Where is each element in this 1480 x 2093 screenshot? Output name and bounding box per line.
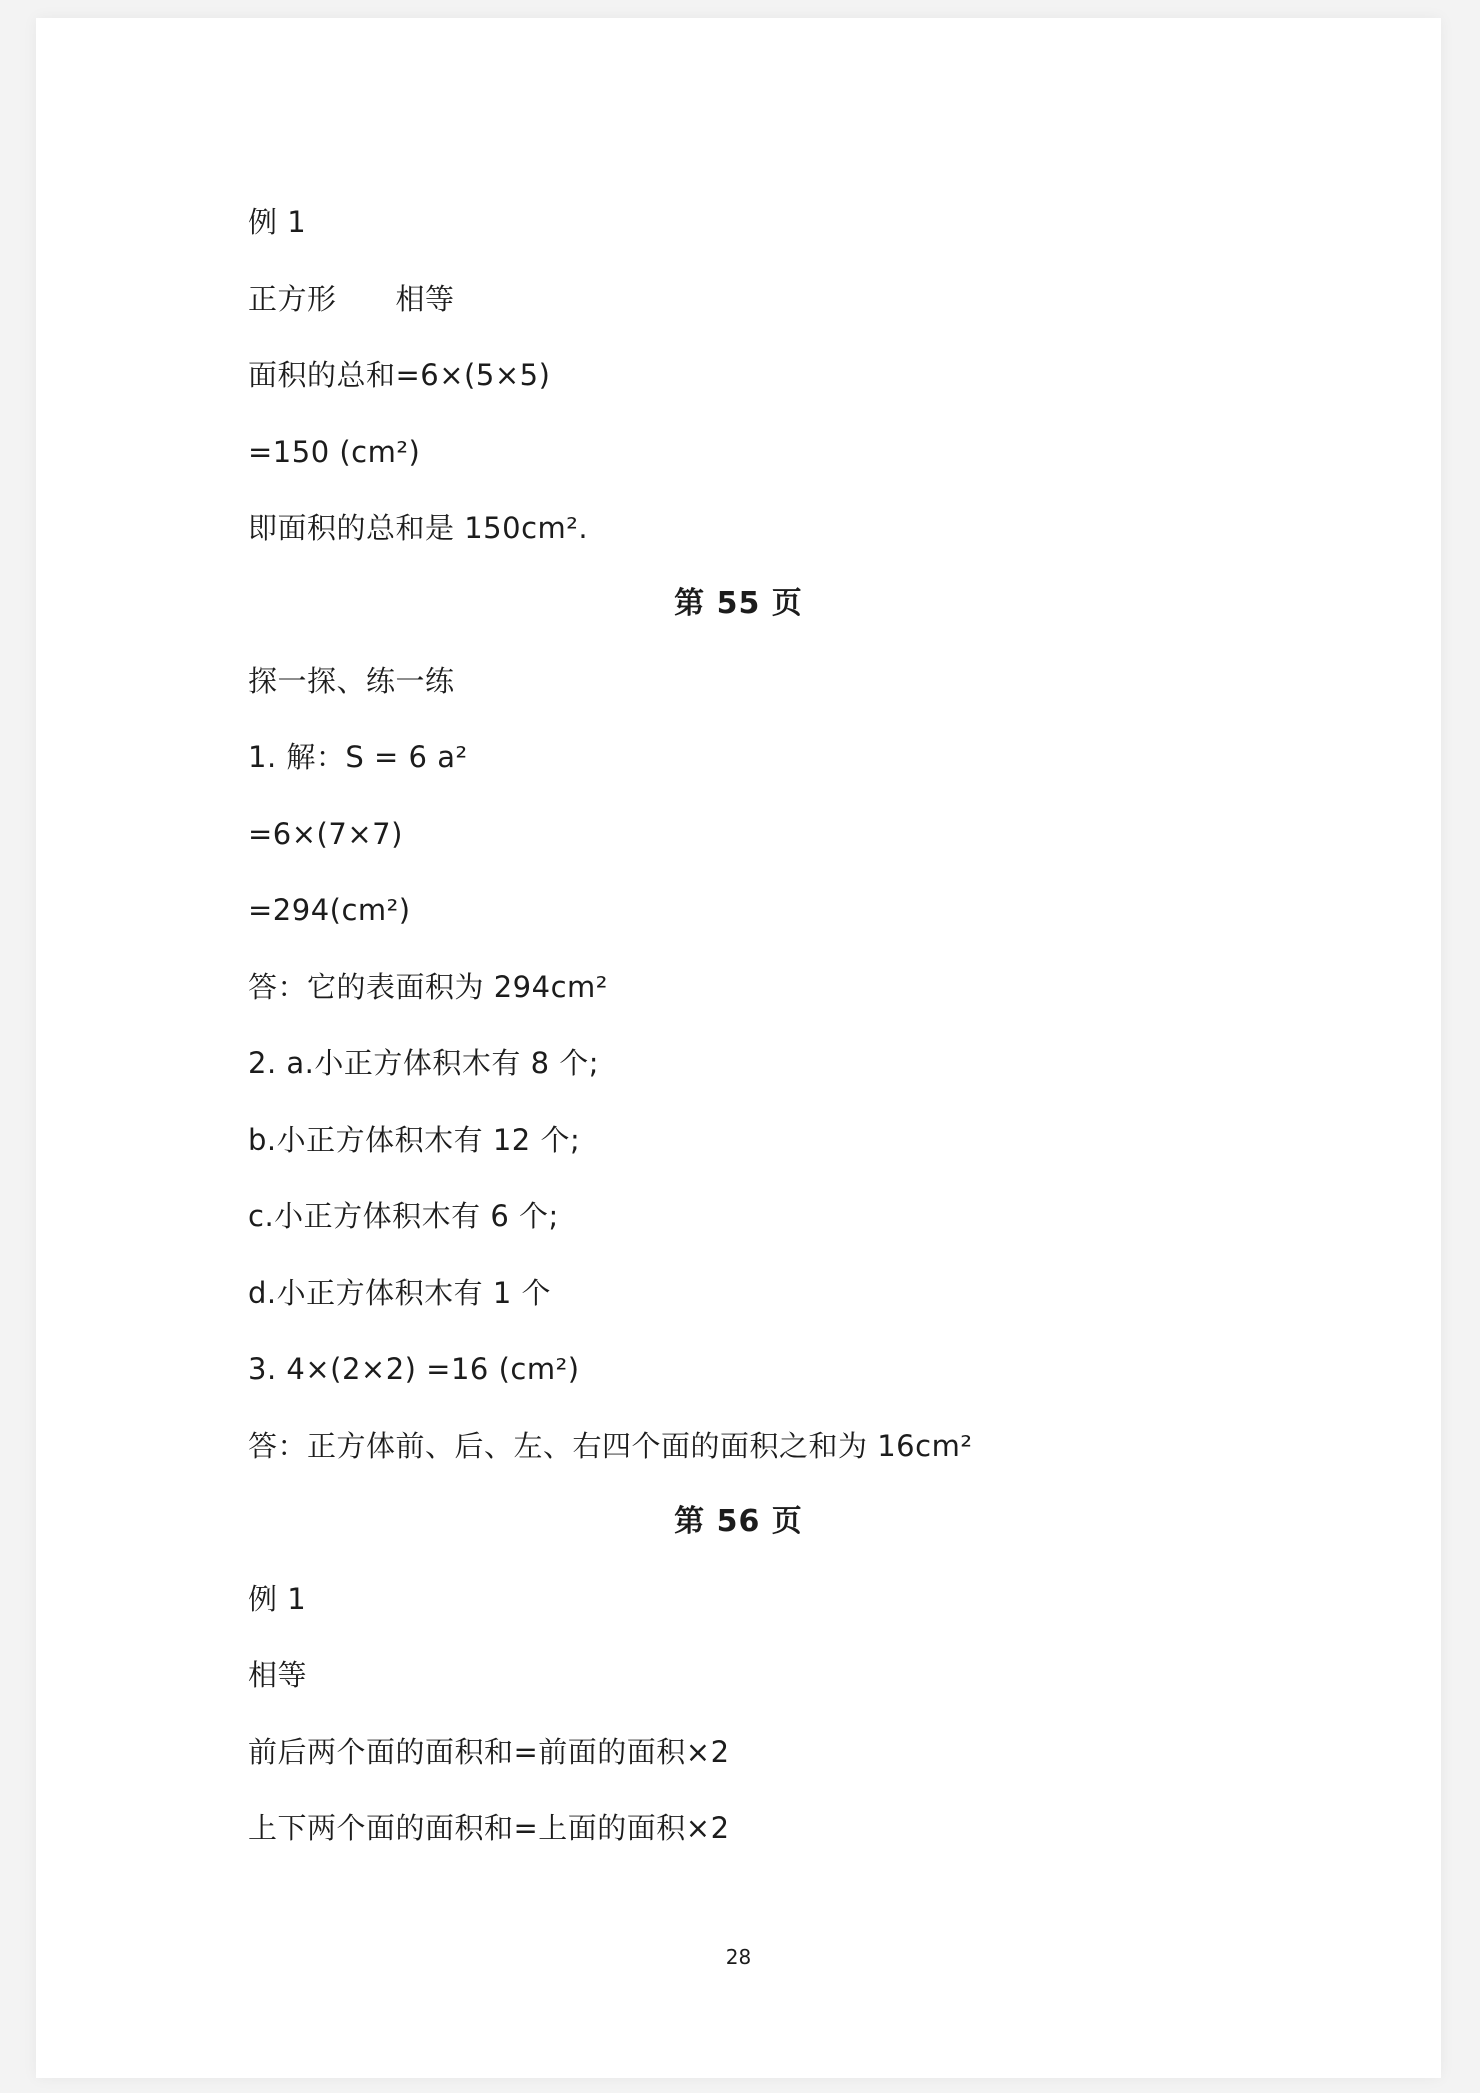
text-line: 2. a.小正方体积木有 8 个; <box>248 1046 600 1080</box>
text-line: 前后两个面的面积和=前面的面积×2 <box>248 1735 730 1769</box>
text-line: 1. 解：S = 6 a² <box>248 740 468 774</box>
text-line: 即面积的总和是 150cm². <box>248 511 589 545</box>
text-line: =6×(7×7) <box>248 817 403 851</box>
text-line: =294(cm²) <box>248 893 411 927</box>
section-heading-page-56: 第 56 页 <box>674 1504 803 1539</box>
text-line: 面积的总和=6×(5×5) <box>248 358 551 392</box>
text-line: 例 1 <box>248 205 307 239</box>
document-page <box>36 18 1441 2078</box>
text-line: 答：它的表面积为 294cm² <box>248 970 608 1004</box>
section-heading-page-55: 第 55 页 <box>674 586 803 621</box>
text-line: 正方形 相等 <box>248 282 455 316</box>
text-line: d.小正方体积木有 1 个 <box>248 1276 552 1310</box>
text-line: 探一探、练一练 <box>248 664 455 698</box>
text-line: b.小正方体积木有 12 个; <box>248 1123 581 1157</box>
text-line: 上下两个面的面积和=上面的面积×2 <box>248 1811 730 1845</box>
page-number: 28 <box>725 1945 752 1969</box>
text-line: 答：正方体前、后、左、右四个面的面积之和为 16cm² <box>248 1429 973 1463</box>
text-line: =150 (cm²) <box>248 435 421 469</box>
text-line: 3. 4×(2×2) =16 (cm²) <box>248 1352 580 1386</box>
text-line: 例 1 <box>248 1582 307 1616</box>
text-line: 相等 <box>248 1658 308 1692</box>
text-line: c.小正方体积木有 6 个; <box>248 1199 559 1233</box>
